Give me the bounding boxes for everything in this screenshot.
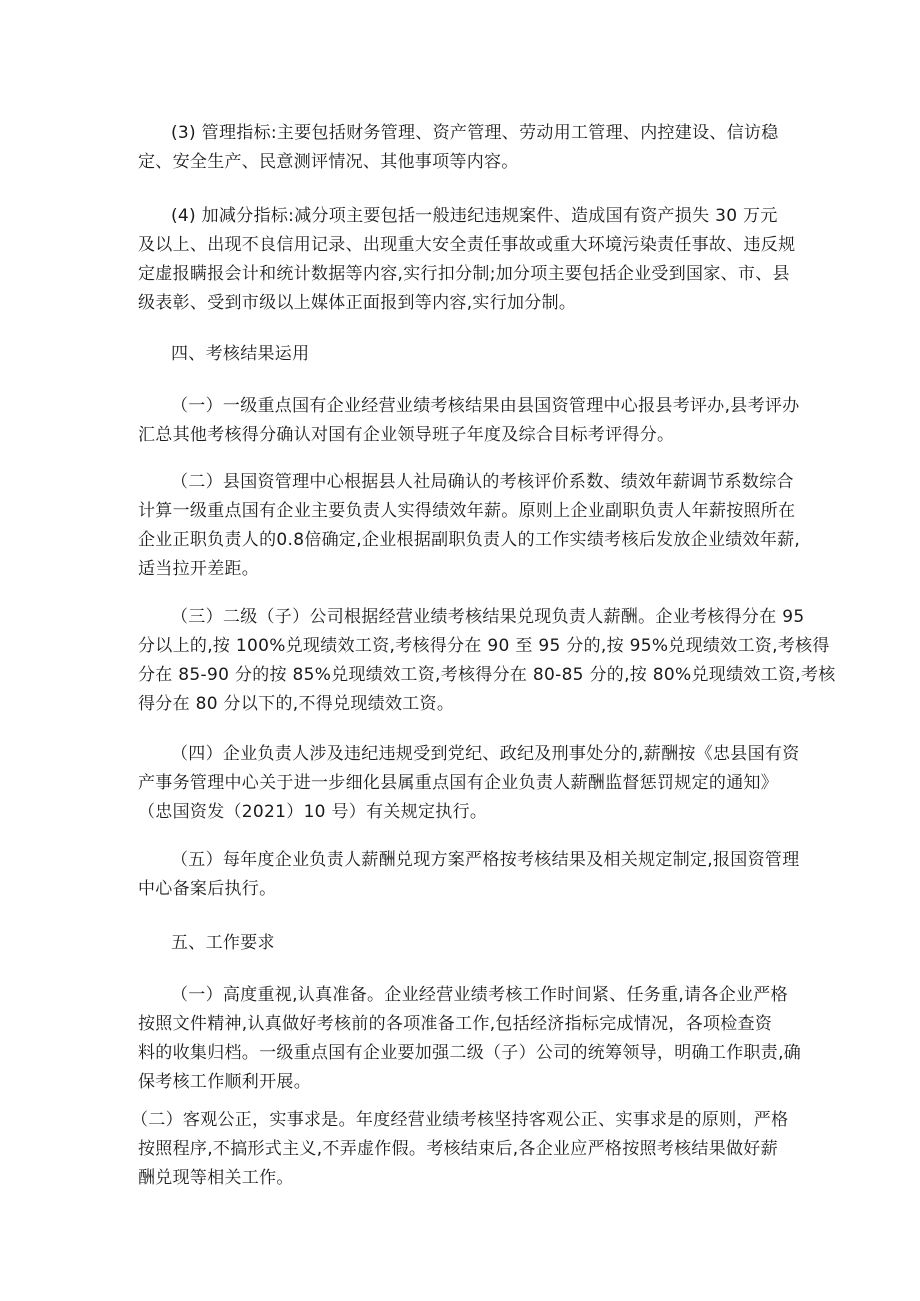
text-line: （二）客观公正，实事求是。年度经营业绩考核坚持客观公正、实事求是的原则，严格 <box>131 1110 789 1130</box>
text-line: （一）一级重点国有企业经营业绩考核结果由县国资管理中心报县考评办,县考评办 <box>171 396 800 416</box>
text-line: 产事务管理中心关于进一步细化县属重点国有企业负责人薪酬监督惩罚规定的通知》 <box>138 773 779 793</box>
text-line: 分以上的,按 100%兑现绩效工资,考核得分在 90 至 95 分的,按 95%兑现绩效工资,考核得 <box>138 636 830 656</box>
text-line: 计算一级重点国有企业主要负责人实得绩效年薪。原则上企业副职负责人年薪按照所在 <box>138 501 796 521</box>
text-line: 适当拉开差距。 <box>138 559 260 579</box>
text-line: 汇总其他考核得分确认对国有企业领导班子年度及综合目标考评得分。 <box>138 425 675 445</box>
paragraph-requirements-item-1 <box>138 981 802 1097</box>
text-line: 企业正职负责人的0.8倍确定,企业根据副职负责人的工作实绩考核后发放企业绩效年薪, <box>138 530 801 550</box>
paragraph-results-item-2 <box>138 468 801 584</box>
text-line: 料的收集归档。一级重点国有企业要加强二级（子）公司的统筹领导，明确工作职责,确 <box>138 1043 802 1063</box>
text-line: （忠国资发（2021）10 号）有关规定执行。 <box>138 802 488 822</box>
text-line: 四、考核结果运用 <box>171 344 310 364</box>
text-line: （四）企业负责人涉及违纪违规受到党纪、政纪及刑事处分的,薪酬按《忠县国有资 <box>171 744 800 764</box>
text-line: 得分在 80 分以下的,不得兑现绩效工资。 <box>138 694 455 714</box>
text-line: （一）高度重视,认真准备。企业经营业绩考核工作时间紧、任务重,请各企业严格 <box>171 985 788 1005</box>
paragraph-bonus-penalty-indicators <box>138 202 796 318</box>
section-heading-work-requirements <box>138 929 783 958</box>
paragraph-results-item-1 <box>138 392 800 450</box>
text-line: 酬兑现等相关工作。 <box>138 1168 294 1188</box>
text-line: 级表彰、受到市级以上媒体正面报到等内容,实行加分制。 <box>138 293 577 313</box>
text-line: （三）二级（子）公司根据经营业绩考核结果兑现负责人薪酬。企业考核得分在 95 <box>171 607 805 627</box>
paragraph-results-item-4 <box>138 740 800 827</box>
text-line: 定、安全生产、民意测评情况、其他事项等内容。 <box>138 152 519 172</box>
text-line: 保考核工作顺利开展。 <box>138 1072 311 1092</box>
text-line: （二）县国资管理中心根据县人社局确认的考核评价系数、绩效年薪调节系数综合 <box>171 472 794 492</box>
text-line: 定虚报瞒报会计和统计数据等内容,实行扣分制;加分项主要包括企业受到国家、市、县 <box>138 264 790 284</box>
section-heading-results-use <box>138 340 783 369</box>
text-line: (4) 加减分指标:减分项主要包括一般违纪违规案件、造成国有资产损失 30 万元 <box>171 206 778 226</box>
text-line: 分在 85-90 分的按 85%兑现绩效工资,考核得分在 80-85 分的,按 80%兑现绩效工资,考核 <box>138 665 836 685</box>
paragraph-results-item-5 <box>138 846 800 904</box>
paragraph-requirements-item-2 <box>131 1106 789 1193</box>
text-line: 按照程序,不搞形式主义,不弄虚作假。考核结束后,各企业应严格按照考核结果做好薪 <box>138 1139 778 1159</box>
text-line: (3) 管理指标:主要包括财务管理、资产管理、劳动用工管理、内控建设、信访稳 <box>171 123 779 143</box>
text-line: 五、工作要求 <box>171 933 275 953</box>
text-line: 及以上、出现不良信用记录、出现重大安全责任事故或重大环境污染责任事故、违反规 <box>138 235 796 255</box>
text-line: 按照文件精神,认真做好考核前的各项准备工作,包括经济指标完成情况，各项检查资 <box>138 1014 773 1034</box>
text-line: 中心备案后执行。 <box>138 879 277 899</box>
text-line: （五）每年度企业负责人薪酬兑现方案严格按考核结果及相关规定制定,报国资管理 <box>171 850 800 870</box>
paragraph-results-item-3 <box>138 603 836 719</box>
paragraph-management-indicators <box>138 119 783 177</box>
